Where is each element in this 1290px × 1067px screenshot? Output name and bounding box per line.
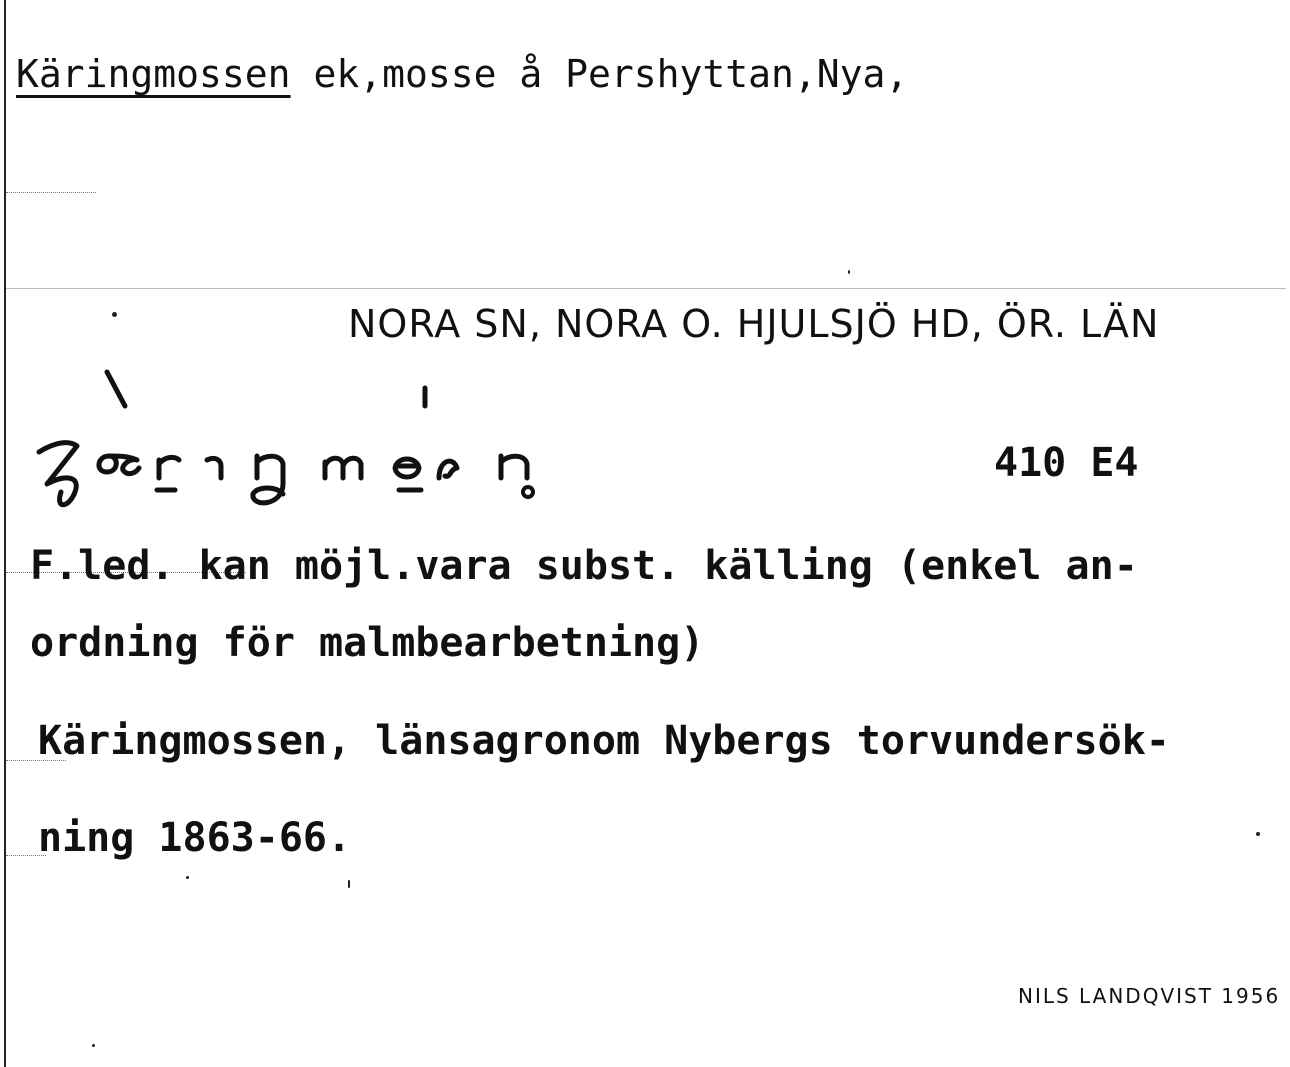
- source-line-2: ning 1863-66.: [38, 815, 352, 861]
- headword: Käringmossen: [16, 52, 291, 96]
- ink-speck: [112, 312, 117, 317]
- ink-speck: [348, 880, 350, 888]
- ink-speck: [1256, 832, 1260, 836]
- ruled-line: [6, 288, 1286, 289]
- phonetic-transcription: [25, 360, 565, 520]
- note-line-2: ordning för malmbearbetning): [30, 620, 705, 666]
- card-left-edge: [4, 0, 6, 1067]
- note-line-1: F.led. kan möjl.vara subst. källing (enkel an-: [30, 543, 1138, 589]
- district-line: NORA SN, NORA O. HJULSJÖ HD, ÖR. LÄN: [348, 302, 1160, 346]
- ink-speck: [92, 1044, 95, 1047]
- signature: NILS LANDQVIST 1956: [1018, 984, 1281, 1008]
- ink-speck: [848, 270, 850, 274]
- heading-description: ek,mosse å Pershyttan,Nya,: [313, 52, 909, 96]
- map-reference: 410 E4: [994, 440, 1139, 486]
- ink-speck: [186, 876, 189, 879]
- ruled-line: [6, 192, 96, 193]
- source-line-1: Käringmossen, länsagronom Nybergs torvundersök-: [38, 718, 1170, 764]
- heading-line: [16, 52, 908, 96]
